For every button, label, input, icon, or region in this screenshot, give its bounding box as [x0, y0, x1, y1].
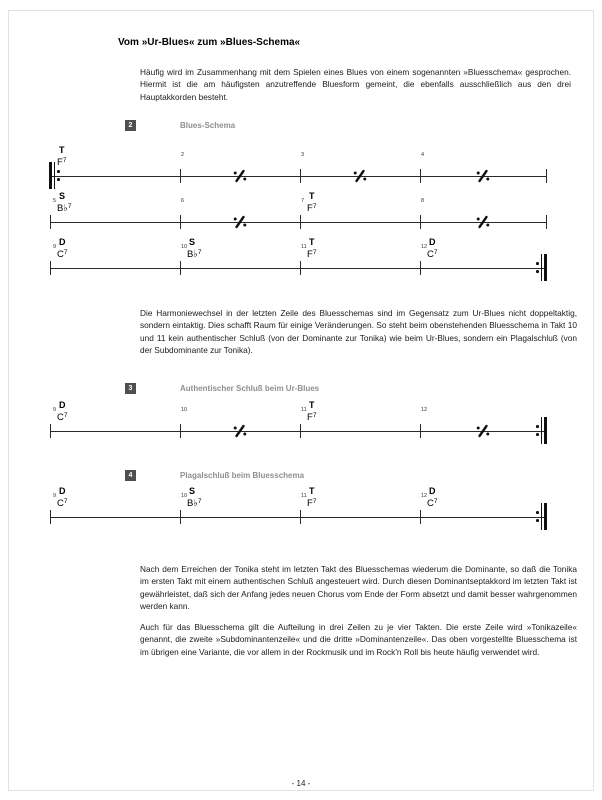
measure-repeat-icon	[475, 215, 491, 229]
measure-number: 11	[301, 407, 307, 413]
measure-number: 3	[301, 152, 305, 158]
chord-symbol: $C^7$	[427, 498, 438, 509]
chord-symbol: $F^7$	[307, 249, 317, 260]
example-number-badge: 2	[125, 120, 136, 131]
barline	[180, 424, 181, 438]
barline	[420, 215, 421, 229]
chord-symbol: $F^7$	[57, 157, 67, 168]
blues-schema-notation	[50, 145, 547, 283]
example-3-header	[125, 383, 425, 395]
chord-symbol: $C^7$	[57, 249, 68, 260]
function-label: D	[59, 486, 66, 496]
example-number-badge: 3	[125, 383, 136, 394]
function-label: D	[59, 400, 66, 410]
staff-line	[50, 222, 547, 223]
measure-number: 4	[421, 152, 425, 158]
staff-line	[50, 176, 547, 177]
measure-number: 11	[301, 493, 307, 499]
function-label: D	[429, 486, 436, 496]
function-label: T	[309, 400, 315, 410]
barline	[420, 424, 421, 438]
schema-system	[50, 486, 547, 530]
end-repeat-barline	[535, 417, 547, 444]
function-label: T	[309, 237, 315, 247]
barline	[420, 261, 421, 275]
staff-line	[50, 517, 547, 518]
example-2-header	[125, 120, 425, 132]
barline	[420, 169, 421, 183]
schema-system	[50, 237, 547, 281]
function-label: S	[189, 486, 196, 496]
barline	[50, 510, 51, 524]
measure-number: 7	[301, 198, 305, 204]
barline	[300, 510, 301, 524]
chord-symbol: B♭$^7$	[187, 249, 202, 260]
end-repeat-barline	[535, 503, 547, 530]
barline	[420, 510, 421, 524]
barline	[300, 261, 301, 275]
example-4-header	[125, 470, 425, 482]
page-number: - 14 -	[291, 779, 311, 788]
chord-symbol: $F^7$	[307, 498, 317, 509]
measure-number: 5	[53, 198, 57, 204]
example-number-badge: 4	[125, 470, 136, 481]
measure-number: 9	[53, 407, 57, 413]
schema-system	[50, 191, 547, 235]
measure-number: 2	[181, 152, 185, 158]
measure-number: 9	[53, 493, 57, 499]
barline	[546, 215, 547, 229]
barline	[180, 169, 181, 183]
authentic-cadence-notation	[50, 400, 547, 446]
barline	[50, 261, 51, 275]
staff-line	[50, 268, 547, 269]
measure-number: 8	[421, 198, 425, 204]
barline	[180, 261, 181, 275]
end-repeat-barline	[535, 254, 547, 281]
schema-system	[50, 400, 547, 444]
barline	[50, 424, 51, 438]
measure-number: 6	[181, 198, 185, 204]
measure-repeat-icon	[475, 169, 491, 183]
chord-symbol: B♭$^7$	[187, 498, 202, 509]
function-label: T	[59, 145, 65, 155]
barline	[300, 215, 301, 229]
chord-symbol: $C^7$	[427, 249, 438, 260]
barline	[50, 215, 51, 229]
measure-number: 10	[181, 407, 188, 413]
barline	[300, 169, 301, 183]
example-caption: Authentischer Schluß beim Ur-Blues	[180, 384, 320, 393]
function-label: T	[309, 191, 315, 201]
chord-symbol: $F^7$	[307, 203, 317, 214]
measure-number: 11	[301, 244, 307, 250]
barline	[546, 169, 547, 183]
paragraph-middle: Die Harmoniewechsel in der letzten Zeile des Bluesschemas sind im Gegensatz zum Ur-Blues nicht doppeltaktig, sondern eintaktig. Dies schafft Raum für einige Veränderungen. So steht beim obenstehenden Bluesschema in Takt 10 und 11 kein authentischer Schluß (von der Dominante zur Tonika) wie beim Ur-Blues, sondern ein Plagalschluß (von der Subdominante zur Tonika).	[140, 308, 577, 356]
function-label: T	[309, 486, 315, 496]
barline	[180, 215, 181, 229]
measure-number: 12	[421, 493, 428, 499]
function-label: D	[429, 237, 436, 247]
function-label: D	[59, 237, 66, 247]
plagal-cadence-notation	[50, 486, 547, 532]
staff-line	[50, 431, 547, 432]
measure-number: 10	[181, 493, 188, 499]
measure-repeat-icon	[475, 424, 491, 438]
barline	[300, 424, 301, 438]
paragraph-zeilen: Auch für das Bluesschema gilt die Aufteilung in drei Zeilen zu je vier Takten. Die erste Zeile wird »Tonikazeile« genannt, die zweite »Subdominantenzeile« und die dritte »Dominantenzeile«. Das oben vorgestellte Bluesschema ist im übrigen eine Variante, die vor allem in der Rockmusik und im Rock'n Roll bis heute häufig verwendet wird.	[140, 622, 577, 657]
chord-symbol: $C^7$	[57, 412, 68, 423]
page-title: Vom »Ur-Blues« zum »Blues-Schema«	[118, 37, 301, 48]
barline	[180, 510, 181, 524]
measure-number: 12	[421, 244, 428, 250]
example-caption: Plagalschluß beim Bluesschema	[180, 471, 305, 480]
paragraph-intro: Häufig wird im Zusammenhang mit dem Spielen eines Blues von einem sogenannten »Bluesschema« gesprochen. Hiermit ist die am häufigsten anzutreffende Bluesform gemeint, die ebenfalls ausschließlich aus den drei Hauptakkorden besteht.	[140, 67, 571, 102]
chord-symbol: $F^7$	[307, 412, 317, 423]
measure-repeat-icon	[232, 215, 248, 229]
measure-number: 9	[53, 244, 57, 250]
measure-repeat-icon	[232, 424, 248, 438]
example-caption: Blues-Schema	[180, 121, 236, 130]
function-label: S	[59, 191, 66, 201]
paragraph-dominant: Nach dem Erreichen der Tonika steht im letzten Takt des Bluesschemas wiederum die Dominante, so daß die Tonika im ersten Takt mit einem authentischen Schluß angesteuert wird. Durch diesen Dominantseptakkord im letzten Takt ist gewährleistet, daß sich der Anfang jedes neuen Chorus vom Ende der Form absetzt und damit besser wahrgenommen werden kann.	[140, 564, 577, 612]
measure-number: 12	[421, 407, 428, 413]
function-label: S	[189, 237, 196, 247]
chord-symbol: B♭$^7$	[57, 203, 72, 214]
chord-symbol: $C^7$	[57, 498, 68, 509]
measure-repeat-icon	[232, 169, 248, 183]
measure-number: 10	[181, 244, 188, 250]
schema-system	[50, 145, 547, 189]
measure-repeat-icon	[352, 169, 368, 183]
